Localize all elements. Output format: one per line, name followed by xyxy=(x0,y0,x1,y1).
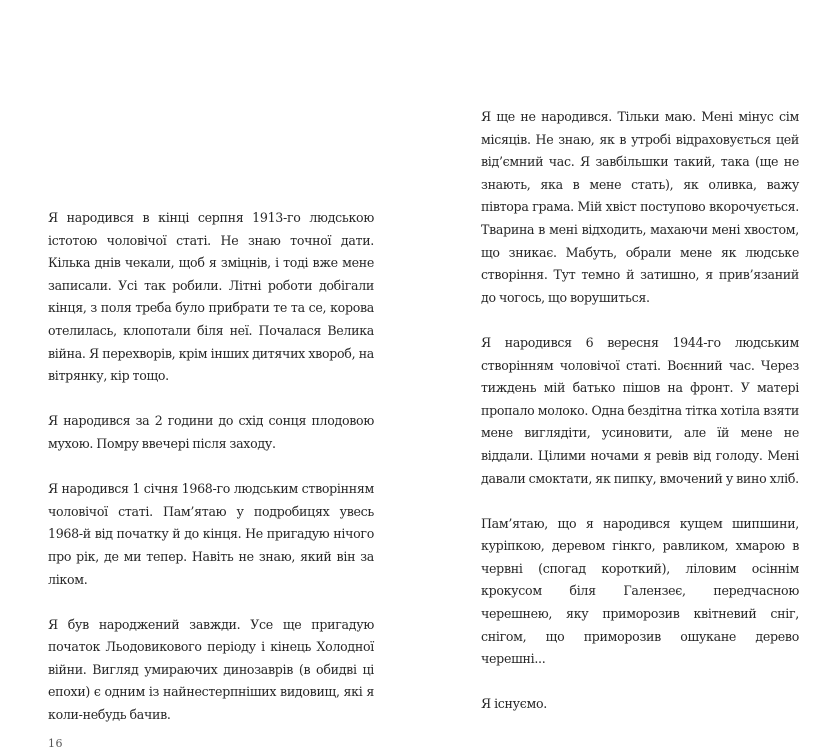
right-page xyxy=(413,0,827,712)
paragraph: Я народився 1 січня 1968-го людським створінням чоловічої статі. Пам’ятаю у подробицях увесь 1968-й від початку й до кінця. Не пригадую нічого про рік, де ми тепер. Навіть не знаю, який він за ліком. xyxy=(48,481,374,587)
paragraph: Я ще не народився. Тільки маю. Мені мінус сім місяців. Не знаю, як в утробі відраховується цей від’ємний час. Я завбільшки такий, така (ще не знають, яка в мене стать), як оливка, важу півтора грама. Мій хвіст поступово вкорочується. Тварина в мені відходить, махаючи мені хвостом, що зникає. Мабуть, обрали мене як людське створіння. Тут темно й затишно, я прив’язаний до чогось, що ворушиться. xyxy=(481,109,799,305)
page-number: 16 xyxy=(48,737,63,750)
left-page xyxy=(0,0,413,750)
left-page-text xyxy=(48,207,374,727)
paragraph: Я існуємо. xyxy=(481,696,547,712)
paragraph: Пам’ятаю, що я народився кущем шипшини, куріпкою, деревом гінкго, равликом, хмарою в червні (спогад короткий), ліловим осіннім крокусом біля Галензеє, передчасною черешнею, яку приморозив квітневий сніг, снігом, що приморозив ошукане дерево черешні... xyxy=(481,515,799,667)
right-page-text xyxy=(481,106,799,716)
paragraph: Я був народжений завжди. Усе ще пригадую початок Льодовикового періоду і кінець Холодної війни. Вигляд умираючих динозаврів (в обидві ці епохи) є одним із найнестерпніших видовищ, які я коли-небудь бачив. xyxy=(48,616,374,723)
paragraph: Я народився за 2 години до схід сонця плодовою мухою. Помру ввечері після заходу. xyxy=(48,413,374,451)
paragraph: Я народився в кінці серпня 1913-го людською істотою чоловічої статі. Не знаю точної дати. Кілька днів чекали, щоб я зміцнів, і тоді вже мене записали. Усі так робили. Літні роботи добігали кінця, з поля треба було прибрати те та се, корова отелилась, клопотали біля неї. Почалася Велика війна. Я перехворів, крім інших дитячих хвороб, на вітрянку, кір тощо. xyxy=(48,210,374,384)
paragraph: Я народився 6 вересня 1944-го людським створінням чоловічої статі. Воєнний час. Через тиждень мій батько пішов на фронт. У матері пропало молоко. Одна бездітна тітка хотіла взяти мене виглядіти, усиновити, але їй мене не віддали. Цілими ночами я ревів від голоду. Мені давали смоктати, як пипку, вмочений у вино хліб. xyxy=(481,334,799,486)
